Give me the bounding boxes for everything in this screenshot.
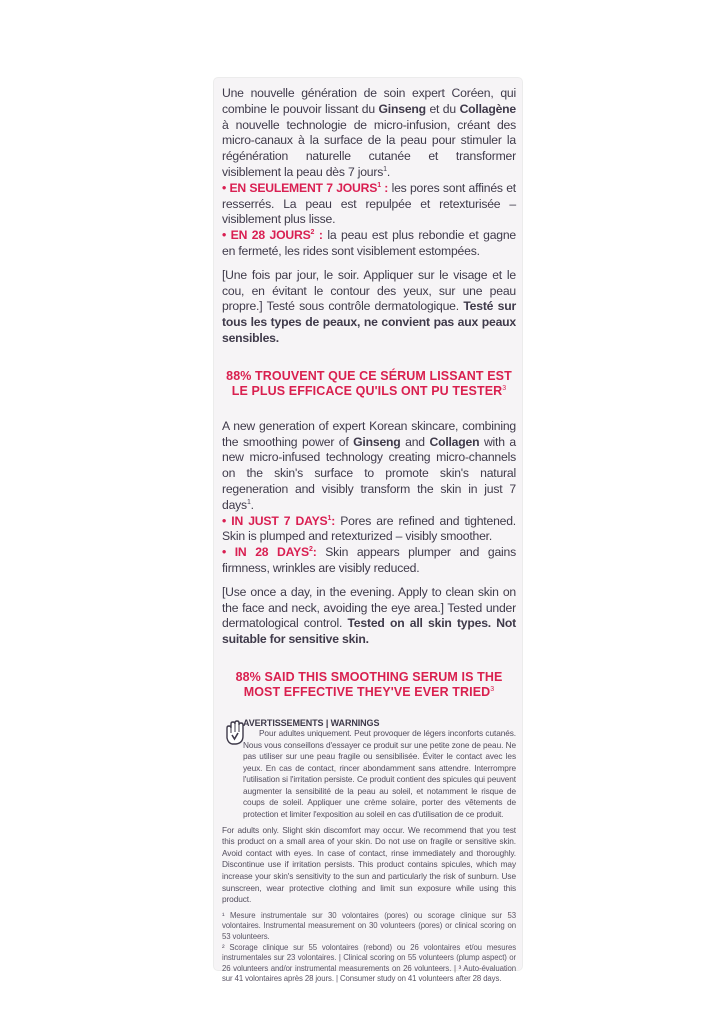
footnote-2: ² Scorage clinique sur 55 volontaires (rebond) ou 26 volontaires et/ou mesures instrumentales sur 23 volontaires. | Clinical scoring on 55 volunteers (plump aspect) or 26 volunteers and/or instrumental measurements on 26 volunteers. | [222,942,516,973]
en-usage [222,585,516,648]
fr-bullet-colon: : [314,228,323,243]
en-usage-bold: Tested on all skin types. Not suitable for sensitive skin. [222,616,516,647]
fr-claim-text: 88% TROUVENT QUE CE SÉRUM LISSANT EST LE PLUS EFFICACE QU'ILS ONT PU TESTER [226,368,512,398]
warnings-fr: Pour adultes uniquement. Peut provoquer de légers inconforts cutanés. Nous vous conseillons d'essayer ce produit sur une petite zone de peau. Ne pas utiliser sur une peau fragile ou sensibilisée. Éviter le contact avec les yeux. En cas de contact, rincer abondamment sans attendre. Interrompre l'utilisation si l'irritation persiste. Ce produit contient des spicules qui peuvent augmenter la sensibilité de la peau au soleil, et notamment le risque de coups de soleil. Appliquer une crème solaire, porter des vêtements de protection et limiter l'exposition au soleil en cas d'utilisation de ce produit. [243,727,516,820]
fr-claim-sup: 3 [502,384,507,392]
en-footnote-ref: 1 [246,498,251,506]
fr-collagene: Collagène [459,101,517,116]
en-ginseng: Ginseng [353,434,401,449]
warnings-en: For adults only. Slight skin discomfort may occur. We recommend that you test this product on a small area of your skin. Do not use on fragile or sensitive skin. Avoid contact with eyes. In case of contact, rinse immediately and thoroughly. Discontinue use if irritation persists. This product contains spicules, which may increase your skin's sensitivity to the sun and particularly the risk of sunburn. Use sunscreen, wear protective clothing and limit sun exposure while using this product. [222,824,516,905]
warnings-section [222,718,516,985]
fr-usage [222,268,516,347]
fr-dot: . [386,164,391,179]
fr-bullet-text: les pores sont affinés et resserrés. La peau est repulpée et retexturisée – visiblement plus lisse. [222,180,516,227]
en-collagen: Collagen [429,434,480,449]
fr-intro [222,86,516,181]
fr-usage-text: [Une fois par jour, le soir. Appliquer sur le visage et le cou, en évitant le contour des yeux, sur une peau propre.] Testé sous contrôle dermatologique. [222,267,516,314]
en-bullet-text: Pores are refined and tightened. Skin is plumped and retexturized – visibly smoother. [222,513,516,544]
fr-footnote-ref: 1 [383,165,387,173]
en-claim [222,670,516,700]
en-intro-text: A new generation of expert Korean skincare, combining the smoothing power of [222,418,516,449]
fr-bullet-label: • EN SEULEMENT 7 JOURS [222,180,378,195]
footnote-3: ³ Auto-évaluation sur 41 volontaires après 28 jours. | Consumer study on 41 volunteers after 28 days. [222,963,516,984]
en-bullet-label: • IN JUST 7 DAYS [222,513,328,528]
hand-warning-icon [224,720,246,746]
footnote-1: ¹ Mesure instrumentale sur 30 volontaires (pores) ou scorage clinique sur 53 volontaires. Instrumental measurement on 30 volunteers (pores) or clinical scoring on 53 volunteers. [222,910,516,941]
fr-intro-text: Une nouvelle génération de soin expert Coréen, qui combine le pouvoir lissant du [222,86,516,116]
fr-bullet-label: • EN 28 JOURS [222,228,311,243]
en-dot: . [250,497,254,512]
fr-intro-text-2: à nouvelle technologie de micro-infusion, créant des micro-canaux à la surface de la peau pour stimuler la régénération naturelle cutanée et transformer visiblement la peau dès 7 jours [222,117,516,179]
en-claim-sup: 3 [490,685,495,693]
fr-bullet-28-days [222,228,516,260]
en-bullet-7-days [222,514,516,546]
en-bullet-colon: : [331,513,336,528]
en-claim-text: 88% SAID THIS SMOOTHING SERUM IS THE MOST EFFECTIVE THEY'VE EVER TRIED [235,669,503,699]
en-bullet-sup: 1 [327,514,332,522]
fr-claim [222,369,516,399]
en-bullet-sup: 2 [309,546,313,554]
en-intro [222,419,516,514]
packaging-panel [214,78,522,984]
fr-bullet-sup: 1 [377,181,381,189]
fr-bullet-colon: : [380,180,389,195]
fr-et-du: et du [425,101,460,116]
en-usage-text: [Use once a day, in the evening. Apply to clean skin on the face and neck, avoiding the eye area.] Tested under dermatological control. [222,584,516,631]
fr-bullet-text: la peau est plus rebondie et gagne en fermeté, les rides sont visiblement estompées. [222,228,517,258]
panel-content [222,86,516,985]
footnote-2-3 [222,943,516,985]
warnings-title: AVERTISSEMENTS | WARNINGS [243,717,380,728]
en-and: and [400,434,430,449]
en-bullet-colon: : [312,545,317,560]
fr-ginseng: Ginseng [378,101,426,116]
en-intro-text-2: with a new micro-infused technology creating micro-channels on the skin's surface to promote skin's natural regeneration and visibly transform the skin in just 7 days [222,434,517,512]
en-bullet-label: • IN 28 DAYS [222,545,309,560]
fr-bullet-sup: 2 [310,229,315,237]
en-bullet-28-days [222,545,516,577]
fr-bullet-7-days [222,181,516,228]
fr-usage-bold: Testé sur tous les types de peaux, ne convient pas aux peaux sensibles. [222,299,517,345]
en-bullet-text: Skin appears plumper and gains firmness, wrinkles are visibly reduced. [222,545,517,575]
